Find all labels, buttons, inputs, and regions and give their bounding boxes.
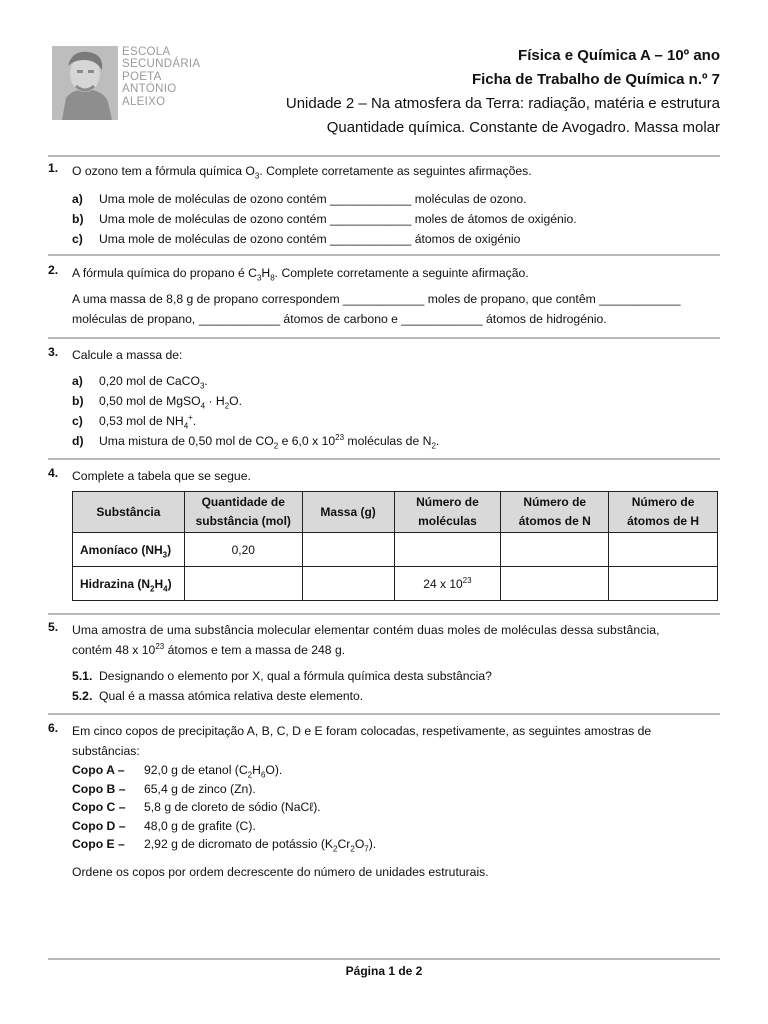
row-label: Amoníaco $(NH_3)$ — [73, 533, 185, 567]
answer-item: d) Uma mistura de 0,50 mol de $CO_2$ e 6,0 x $10^{23}$ moléculas de $N_2$. — [72, 432, 440, 451]
footer-divider — [48, 958, 720, 960]
answer-item: c) Uma mole de moléculas de ozono contém ____________ átomos de oxigénio — [72, 232, 521, 246]
logo-line: SECUNDÁRIA — [122, 58, 201, 71]
answer-item: b) 0,50 mol de MgSO$_4$ · $H_2O$. — [72, 394, 243, 411]
school-logo — [52, 46, 202, 120]
logo-line: ALEIXO — [122, 95, 166, 108]
column-header: Massa (g) — [302, 492, 394, 533]
subject-title: Física e Química A – 10º ano — [518, 47, 720, 64]
logo-line: ESCOLA — [122, 46, 171, 58]
question-1 — [48, 161, 720, 249]
list-item: Copo B – 65,4 g de zinco (Zn). — [72, 781, 256, 796]
table-cell — [302, 533, 394, 567]
worksheet-title: Ficha de Trabalho de Química n.º 7 — [471, 71, 720, 88]
question-number: 5. — [48, 620, 59, 634]
question-number: 4. — [48, 466, 59, 480]
divider — [48, 254, 720, 256]
data-table — [72, 491, 718, 601]
table-row — [73, 567, 718, 601]
table-cell — [184, 567, 302, 601]
statement-line: Em cinco copos de precipitação A, B, C, D e E foram colocadas, respetivamente, as seguintes amostras de — [72, 724, 652, 738]
table-header-row — [73, 492, 718, 533]
answer-item: c) 0,53 mol de $NH_4^+$. — [72, 412, 197, 431]
sub-question: 5.1. Designando o elemento por X, qual a fórmula química desta substância? — [72, 669, 492, 683]
list-item: Copo C – 5,8 g de cloreto de sódio (NaCℓ). — [72, 800, 321, 815]
poet-portrait-icon — [52, 46, 118, 120]
column-header: Número de átomos de N — [501, 492, 609, 533]
divider — [48, 155, 720, 157]
table-cell: 24 x $10^{23}$ — [394, 567, 501, 601]
statement-line: substâncias: — [72, 744, 140, 758]
question-intro: O ozono tem a fórmula química $O_3$. Complete corretamente as seguintes afirmações. — [72, 164, 532, 181]
statement-line: moléculas de propano, ____________ átomos de carbono e ____________ átomos de hidrogénio. — [72, 312, 607, 326]
table-cell: 0,20 — [184, 533, 302, 567]
unit-title: Unidade 2 – Na atmosfera da Terra: radiação, matéria e estrutura — [285, 95, 720, 112]
divider — [48, 613, 720, 615]
divider — [48, 713, 720, 715]
table-row — [73, 533, 718, 567]
list-item: Copo E – 2,92 g de dicromato de potássio $(K_2Cr_2O_7)$. — [72, 837, 377, 854]
table-cell — [609, 533, 718, 567]
column-header: Substância — [73, 492, 185, 533]
question-intro: A fórmula química do propano é $C_3H_8$. Complete corretamente a seguinte afirmação. — [72, 266, 529, 283]
closing-instruction: Ordene os copos por ordem decrescente do número de unidades estruturais. — [72, 864, 489, 879]
list-item: Copo A – 92,0 g de etanol $(C_2H_6O)$. — [72, 763, 283, 780]
table-cell — [394, 533, 501, 567]
column-header: Número de átomos de H — [609, 492, 718, 533]
page-number: Página 1 de 2 — [345, 964, 423, 978]
question-number: 6. — [48, 721, 59, 735]
question-intro: Complete a tabela que se segue. — [72, 469, 251, 483]
table-cell — [609, 567, 718, 601]
column-header: Número de moléculas — [394, 492, 501, 533]
question-intro: Calcule a massa de: — [72, 348, 183, 362]
question-number: 3. — [48, 345, 59, 359]
row-label: Hidrazina $(N_2H_4)$ — [73, 567, 185, 601]
question-2 — [48, 263, 720, 329]
document-header — [286, 44, 720, 140]
divider — [48, 458, 720, 460]
table-cell — [501, 533, 609, 567]
question-3 — [48, 345, 720, 451]
logo-line: POETA — [122, 70, 162, 83]
statement-line: A uma massa de 8,8 g de propano correspondem ____________ moles de propano, que contêm ____________ — [72, 292, 681, 306]
column-header: Quantidade de substância (mol) — [184, 492, 302, 533]
answer-item: b) Uma mole de moléculas de ozono contém ____________ moles de átomos de oxigénio. — [72, 212, 577, 226]
question-5 — [48, 620, 720, 706]
statement-line: contém 48 x $10^{23}$ átomos e tem a massa de 248 g. — [72, 641, 346, 657]
topic-title: Quantidade química. Constante de Avogadro. Massa molar — [326, 119, 720, 136]
divider — [48, 337, 720, 339]
question-6 — [48, 721, 720, 882]
list-item: Copo D – 48,0 g de grafite (C). — [72, 818, 256, 833]
sub-question: 5.2. Qual é a massa atómica relativa deste elemento. — [72, 689, 364, 703]
answer-item: a) 0,20 mol de CaCO$_3$. — [72, 374, 208, 391]
table-cell — [302, 567, 394, 601]
table-cell — [501, 567, 609, 601]
statement-line: Uma amostra de uma substância molecular elementar contém duas moles de moléculas dessa substância, — [72, 623, 660, 637]
answer-item: a) Uma mole de moléculas de ozono contém ____________ moléculas de ozono. — [72, 192, 527, 206]
logo-line: ANTÓNIO — [122, 83, 177, 96]
logo-text — [122, 46, 200, 108]
question-number: 2. — [48, 263, 59, 277]
question-number: 1. — [48, 161, 59, 175]
question-4 — [48, 466, 720, 486]
